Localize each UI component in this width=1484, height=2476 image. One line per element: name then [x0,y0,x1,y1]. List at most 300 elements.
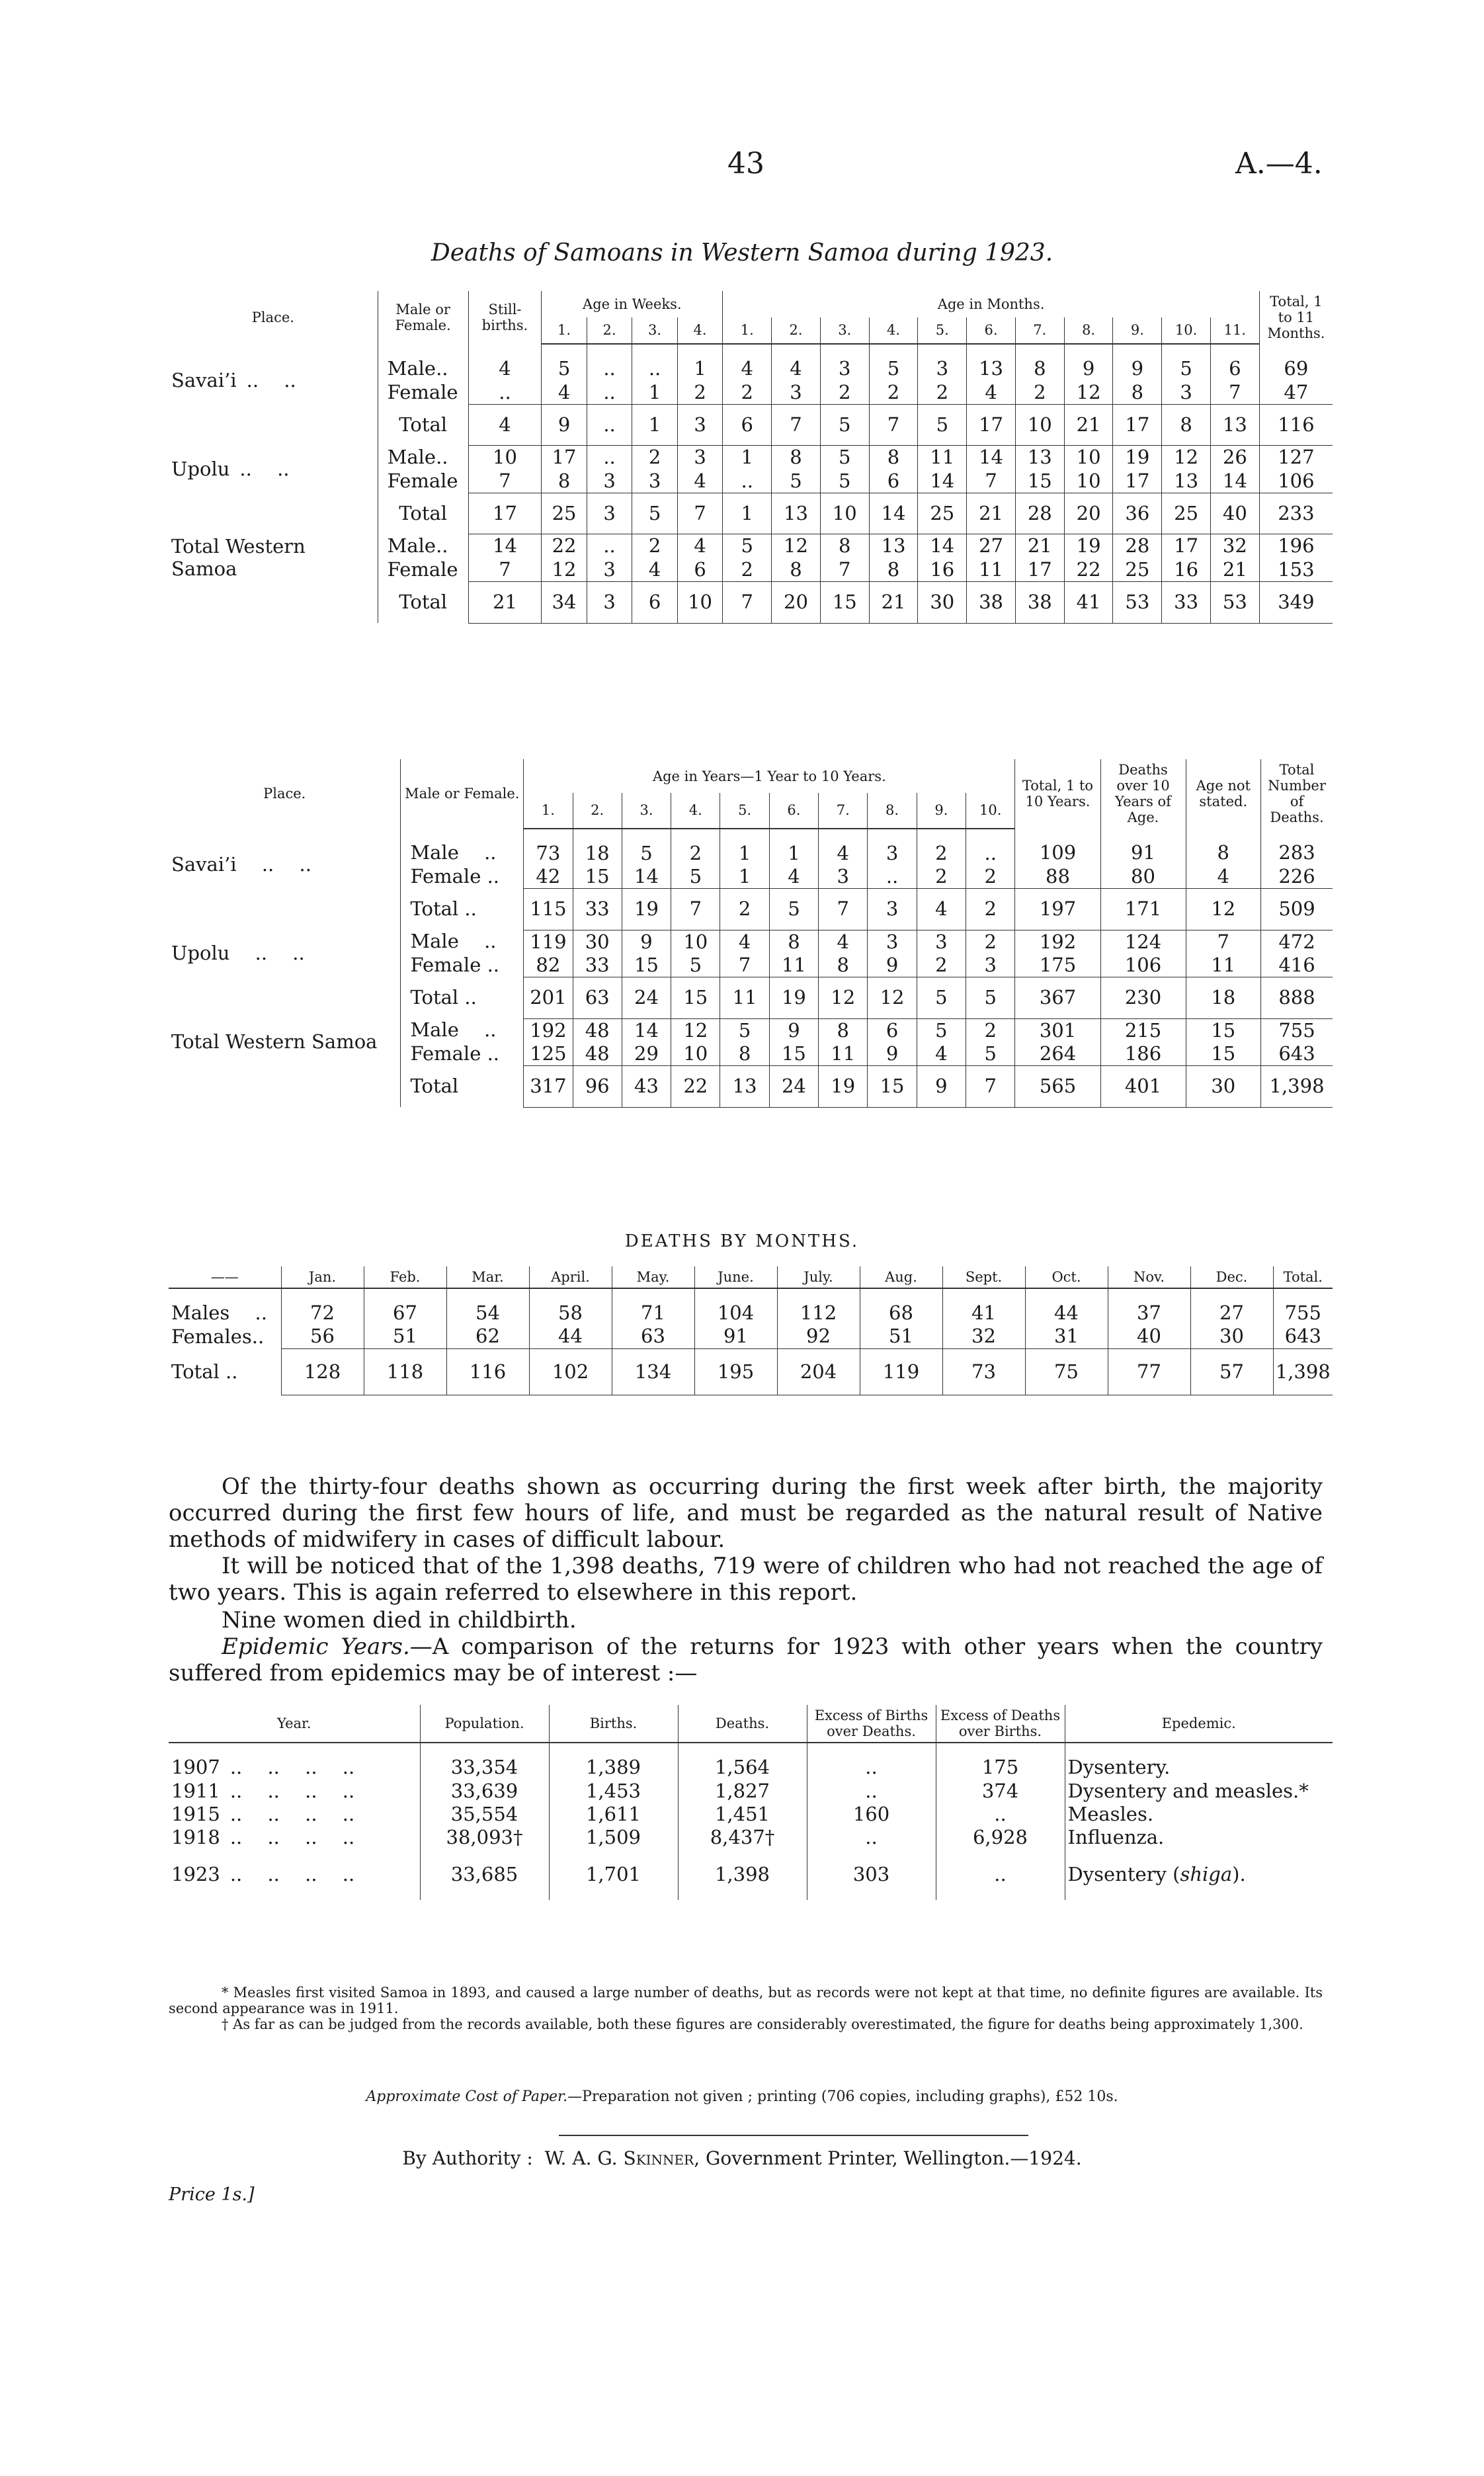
cell-value: 21 [468,582,542,623]
total-row [169,582,1333,623]
cell-value: 22 [542,534,587,558]
cell-value: 3 [587,558,632,582]
cell-value: 53 [1211,582,1260,623]
cell-value: 5 [820,470,869,493]
cell-value: 12 [542,558,587,582]
cell-value: 24 [622,977,671,1018]
printer-name: W. A. G. Skinner [544,2147,694,2169]
cell-value: 8 [820,534,869,558]
cell-value: 2 [1015,381,1064,405]
cell-value: 7 [671,889,720,930]
epidemic-col-header: Excess of Births over Deaths. [807,1705,936,1743]
cell-value: 2 [966,930,1015,954]
epidemic-years-table [169,1705,1333,1900]
year-col-header: 1. [524,793,573,828]
cell-value: 8 [869,446,918,470]
cell-value: 33 [573,889,622,930]
cell-value: 10 [677,582,723,623]
cell-value: 73 [942,1348,1025,1395]
cell-value: 10 [468,446,542,470]
cell-value: 374 [936,1780,1065,1803]
cell-value: .. [807,1780,936,1803]
cell-value: 9 [917,1066,966,1107]
month-col-header: 8. [1064,317,1113,345]
cell-value: 25 [1113,558,1162,582]
cell-value: 10 [1015,405,1064,446]
cell-value: 8 [1186,829,1261,865]
cell-value: 5 [918,405,967,446]
cell-value: 643 [1261,1042,1333,1066]
cell-value: 15 [1015,470,1064,493]
sex-header-2: Male or Female. [401,759,524,829]
cell-value: 17 [1015,558,1064,582]
month-header: July. [777,1266,860,1288]
cell-value: 69 [1259,344,1333,380]
cell-value: 10 [671,1042,720,1066]
page-reference: A.—4. [1235,147,1323,181]
cell-value: 3 [966,954,1015,977]
cell-value: 204 [777,1348,860,1395]
year-col-header: 3. [622,793,671,828]
cell-value: 1 [723,493,772,534]
cell-value: .. [807,1743,936,1779]
cell-value: 153 [1259,558,1333,582]
cell-value: 30 [1186,1066,1261,1107]
table-row [169,1803,1333,1826]
cell-value: 104 [694,1288,777,1325]
cell-value: 48 [573,1018,622,1042]
cell-value: 4 [917,889,966,930]
month-col-header: 9. [1113,317,1162,345]
cell-value: 15 [820,582,869,623]
cell-value: 31 [1025,1325,1108,1348]
cell-value: 4 [720,930,769,954]
cell-value: 14 [918,534,967,558]
cell-value: 6 [677,558,723,582]
epidemic-col-header: Epedemic. [1065,1705,1333,1743]
cell-value: 1 [723,446,772,470]
cell-value: 13 [1211,405,1260,446]
cell-value: 106 [1259,470,1333,493]
cell-value: 4 [542,381,587,405]
month-col-header: 11. [1211,317,1260,345]
month-header: Jan. [281,1266,364,1288]
cell-value: 42 [524,865,573,889]
paragraph-first-week: Of the thirty-four deaths shown as occurring during the first week after birth, the majority occurred during the first few hours of life, and must be regarded as the natural result of Native methods of midwifery in cases of difficult labour. [169,1473,1323,1553]
cell-value: .. [468,381,542,405]
cell-value: 33 [1162,582,1211,623]
empty-cell [169,889,401,930]
cell-value: 96 [573,1066,622,1107]
cell-value: 1,398 [678,1850,807,1900]
cell-value: 25 [542,493,587,534]
cell-value: 7 [723,582,772,623]
epidemic-col-header: Population. [420,1705,549,1743]
empty-cell [169,582,378,623]
cell-value: 19 [1064,534,1113,558]
table-row [169,1850,1333,1900]
cell-value: 8 [819,1018,868,1042]
cell-value: 7 [869,405,918,446]
row-label: Female .. [401,865,524,889]
cell-value: .. [587,534,632,558]
month-header: Total. [1273,1266,1333,1288]
cell-value: 41 [942,1288,1025,1325]
cell-value: 5 [632,493,678,534]
cell-value: 22 [671,1066,720,1107]
cell-value: 33,354 [420,1743,549,1779]
cell-value: 2 [966,889,1015,930]
cell-value: 127 [1259,446,1333,470]
month-col-header: 7. [1015,317,1064,345]
cell-value: 112 [777,1288,860,1325]
year-col-header: 9. [917,793,966,828]
epidemic-name [1065,1850,1333,1900]
cell-value: 47 [1259,381,1333,405]
year-col-header: 8. [868,793,917,828]
cell-value: 25 [1162,493,1211,534]
cell-value: 91 [1100,829,1186,865]
cell-value: 12 [1186,889,1261,930]
cell-value: 57 [1190,1348,1273,1395]
cell-value: 2 [723,381,772,405]
table-row [169,1826,1333,1849]
empty-cell [169,1066,401,1107]
cell-value: 1,564 [678,1743,807,1779]
cell-value: 15 [769,1042,818,1066]
cell-value: 2 [966,1018,1015,1042]
cell-value: 128 [281,1348,364,1395]
cell-value: 10 [820,493,869,534]
cell-value: 4 [819,930,868,954]
year-label: 1923 .. .. .. .. [171,1862,355,1885]
epidemic-col-header: Deaths. [678,1705,807,1743]
cell-value: 3 [677,446,723,470]
cell-value: 5 [966,977,1015,1018]
table-row [169,534,1333,558]
cell-value: 171 [1100,889,1186,930]
cell-value: 18 [573,829,622,865]
epidemic-name: Influenza. [1065,1826,1333,1849]
cell-value: 8 [869,558,918,582]
cell-value: 10 [671,930,720,954]
cell-value: 1,451 [678,1803,807,1826]
month-header: Mar. [446,1266,529,1288]
cell-value: 38 [1015,582,1064,623]
row-label: Total .. [401,889,524,930]
cell-value: 19 [769,977,818,1018]
cell-value: 33,685 [420,1850,549,1900]
cell-value: 27 [967,534,1016,558]
cell-value: 5 [622,829,671,865]
cell-value: 43 [622,1066,671,1107]
month-header: April. [529,1266,612,1288]
cell-value: 3 [820,344,869,380]
row-label: Females.. [171,1325,265,1348]
cell-value: 8 [1162,405,1211,446]
cell-value: 5 [917,1018,966,1042]
month-col-header: 2. [772,317,821,345]
epidemic-years-text: —A comparison of the returns for 1923 with other years when the country suffered from epidemics may be of interest :— [169,1633,1323,1686]
epidemic-name: Dysentery. [1065,1743,1333,1779]
cell-value: 4 [468,405,542,446]
row-label: Female .. [401,954,524,977]
cell-value: 7 [967,470,1016,493]
cell-value: 51 [364,1325,446,1348]
cell-value: 21 [869,582,918,623]
cell-value: 12 [772,534,821,558]
cell-value: 9 [769,1018,818,1042]
table-row [169,446,1333,470]
cell-value: 7 [966,1066,1015,1107]
price: Price 1s.] [169,2184,255,2205]
cell-value: 119 [524,930,573,954]
cell-value: 4 [723,344,772,380]
cell-value: 17 [1113,405,1162,446]
cell-value: 21 [1015,534,1064,558]
cell-value: 6 [1211,344,1260,380]
cell-value: 2 [869,381,918,405]
cell-value: 3 [587,493,632,534]
cell-value: 17 [468,493,542,534]
cell-value: 32 [1211,534,1260,558]
cell-value: 2 [917,865,966,889]
year-col-header: 10. [966,793,1015,828]
table-row [169,1743,1333,1779]
month-col-header: 10. [1162,317,1211,345]
cell-value: 3 [632,470,678,493]
table-row [169,1325,1333,1348]
cell-value: 92 [777,1325,860,1348]
cell-value: 755 [1273,1288,1333,1325]
cell-value: 509 [1261,889,1333,930]
cell-value: 4 [632,558,678,582]
cell-value: 21 [1064,405,1113,446]
cell-value: 6 [723,405,772,446]
cell-value: 3 [677,405,723,446]
cell-value: 8 [819,954,868,977]
cell-value: 4 [769,865,818,889]
cell-value: 4 [819,829,868,865]
cell-value: 15 [671,977,720,1018]
cell-value: 48 [573,1042,622,1066]
cell-value: 1,389 [549,1743,678,1779]
paragraph-two-years: It will be noticed that of the 1,398 deaths, 719 were of children who had not reached the age of two years. This is again referred to elsewhere in this report. [169,1553,1323,1606]
cell-value: 175 [1015,954,1100,977]
cell-value: 1,701 [549,1850,678,1900]
year-col-header: 2. [573,793,622,828]
cost-of-paper [0,2088,1484,2105]
cell-value: 2 [918,381,967,405]
cell-value: 15 [1186,1018,1261,1042]
cell-value: 5 [917,977,966,1018]
cell-value: 24 [769,1066,818,1107]
cell-value: 233 [1259,493,1333,534]
cell-value: .. [807,1826,936,1849]
cell-value: .. [587,405,632,446]
cell-value: 349 [1259,582,1333,623]
cell-value: 51 [860,1325,942,1348]
year-label: 1918 .. .. .. .. [171,1826,355,1849]
cell-value: 12 [671,1018,720,1042]
cell-value: 125 [524,1042,573,1066]
table-row [169,930,1333,954]
cell-value: 3 [587,582,632,623]
cell-value: 19 [622,889,671,930]
cell-value: 1 [677,344,723,380]
cell-value: 1 [769,829,818,865]
footnote-overestimate: † As far as can be judged from the records available, both these figures are considerably overestimated, the figure for deaths being approximately 1,300. [222,2016,1303,2032]
cell-value: 124 [1100,930,1186,954]
deaths-by-age-infant-table [169,291,1333,624]
cell-value: 13 [720,1066,769,1107]
cell-value: 28 [1015,493,1064,534]
table-row [169,829,1333,865]
cell-value: 30 [918,582,967,623]
cell-value: 16 [1162,558,1211,582]
cell-value: 1,398 [1273,1348,1333,1395]
cell-value: 643 [1273,1325,1333,1348]
cell-value: 22 [1064,558,1113,582]
month-col-header: 5. [918,317,967,345]
corner-dash: —— [169,1266,281,1288]
row-label: Males .. [171,1301,267,1325]
cell-value: 5 [966,1042,1015,1066]
cell-value: 35,554 [420,1803,549,1826]
epidemic-name: Dysentery and measles.* [1065,1780,1333,1803]
cell-value: 15 [868,1066,917,1107]
cell-value: 44 [529,1325,612,1348]
cell-value: 1 [632,405,678,446]
year-col-header: 5. [720,793,769,828]
authority-rule [559,2135,1028,2136]
cell-value: 226 [1261,865,1333,889]
cell-value: 3 [587,470,632,493]
cell-value: 33 [573,954,622,977]
cell-value: 71 [612,1288,694,1325]
cell-value: 34 [542,582,587,623]
cell-value: 755 [1261,1018,1333,1042]
cell-value: 9 [1113,344,1162,380]
cell-value: 106 [1100,954,1186,977]
cell-value: .. [936,1850,1065,1900]
row-label: Total .. [401,977,524,1018]
cell-value: 888 [1261,977,1333,1018]
empty-cell [169,405,378,446]
cell-value: .. [632,344,678,380]
month-header: Dec. [1190,1266,1273,1288]
cell-value: 7 [1211,381,1260,405]
epidemic-col-header: Excess of Deaths over Births. [936,1705,1065,1743]
cell-value: 5 [720,1018,769,1042]
cell-value: 3 [918,344,967,380]
year-col-header: 6. [769,793,818,828]
cell-value: 11 [720,977,769,1018]
week-col-header: 4. [677,317,723,345]
cell-value: 13 [869,534,918,558]
age-in-months-header: Age in Months. [723,291,1259,317]
cell-value: 12 [819,977,868,1018]
row-label: Total [378,582,468,623]
month-col-header: 6. [967,317,1016,345]
printer-authority [0,2147,1484,2169]
cell-value: 5 [723,534,772,558]
table1-title: Deaths of Samoans in Western Samoa during 1923. [431,239,1053,267]
cell-value: 5 [820,446,869,470]
cell-value: 17 [1162,534,1211,558]
cell-value: 7 [720,954,769,977]
cell-value: 116 [1259,405,1333,446]
page-number: 43 [727,147,764,181]
cell-value: 13 [1162,470,1211,493]
cell-value: 19 [819,1066,868,1107]
cell-value: 6 [868,1018,917,1042]
cell-value: 13 [1015,446,1064,470]
cell-value: 14 [967,446,1016,470]
row-label: Total [378,493,468,534]
year-col-header: 4. [671,793,720,828]
cell-value: 283 [1261,829,1333,865]
cell-value: 2 [917,954,966,977]
age-in-weeks-header: Age in Weeks. [542,291,723,317]
cell-value: 9 [542,405,587,446]
month-header: Aug. [860,1266,942,1288]
cell-value: 8 [769,930,818,954]
row-label: Female [378,381,468,405]
place-name: Upolu .. .. [171,942,305,965]
cell-value: 41 [1064,582,1113,623]
cell-value: 30 [573,930,622,954]
cell-value: 14 [1211,470,1260,493]
cell-value: 37 [1108,1288,1190,1325]
age-not-stated-header: Age not stated. [1186,759,1261,829]
table-row [169,344,1333,380]
cell-value: 3 [1162,381,1211,405]
cell-value: 2 [720,889,769,930]
place-name: Upolu .. .. [171,458,290,481]
cell-value: 4 [677,470,723,493]
year-label: 1911 .. .. .. .. [171,1779,355,1802]
month-header: Nov. [1108,1266,1190,1288]
place-name: Savai’i .. .. [171,852,311,876]
month-header: Oct. [1025,1266,1108,1288]
cell-value: 5 [542,344,587,380]
place-name: Total Western Samoa [171,1030,378,1053]
cell-value: 4 [917,1042,966,1066]
cell-value: 38 [967,582,1016,623]
authority-prefix: By Authority : [402,2147,533,2169]
cell-value: 14 [918,470,967,493]
cell-value: 2 [966,865,1015,889]
cell-value: 5 [671,954,720,977]
cell-value: 73 [524,829,573,865]
cell-value: 1 [720,829,769,865]
cell-value: 367 [1015,977,1100,1018]
cell-value: 91 [694,1325,777,1348]
year-label: 1907 .. .. .. .. [171,1756,355,1779]
cell-value: 82 [524,954,573,977]
cell-value: 15 [573,865,622,889]
cost-text: —Preparation not given ; printing (706 copies, including graphs), £52 10s. [567,2088,1118,2105]
cell-value: 6 [632,582,678,623]
cell-value: 118 [364,1348,446,1395]
cell-value: 15 [622,954,671,977]
cost-label: Approximate Cost of Paper. [366,2088,568,2105]
total-deaths-header: Total Number of Deaths. [1261,759,1333,829]
cell-value: 54 [446,1288,529,1325]
cell-value: 1 [720,865,769,889]
cell-value: 12 [868,977,917,1018]
